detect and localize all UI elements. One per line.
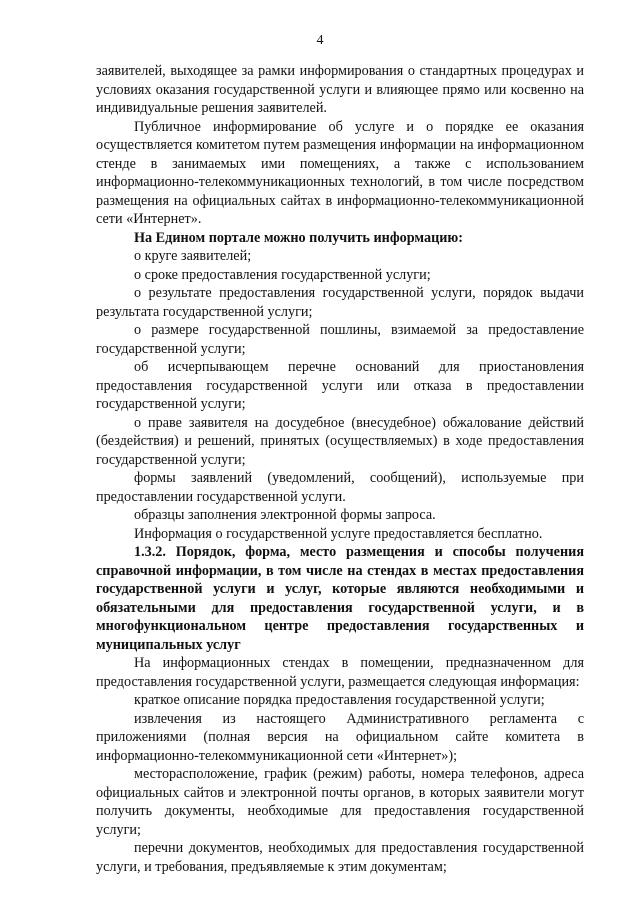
list-item: о размере государственной пошлины, взимаемой за предоставление государственной услуги; — [96, 322, 584, 357]
section-heading-1-3-2: 1.3.2. Порядок, форма, место размещения и способы получения справочной информации, в том числе на стендах в местах предоставления государственной услуги и услуг, которые являются необходимыми и обязательными для предоставления государственной услуги, и в многофункциональном центре предоставления государственных и муниципальных услуг — [96, 544, 584, 653]
list-item: образцы заполнения электронной формы запроса. — [134, 507, 436, 523]
document-body — [96, 62, 584, 876]
paragraph-stands: На информационных стендах в помещении, предназначенном для предоставления государственной услуги, размещается следующая информация: — [96, 655, 584, 690]
list-item: извлечения из настоящего Административного регламента с приложениями (полная версия на официальном сайте комитета в информационно-телекоммуникационной сети «Интернет»); — [96, 710, 584, 764]
list-item: о сроке предоставления государственной услуги; — [134, 266, 431, 283]
list-item: месторасположение, график (режим) работы, номера телефонов, адреса официальных сайтов и электронной почты органов, в которых заявители могут получить документы, необходимые для предоставления государственной услуги; — [96, 766, 584, 838]
list-item: об исчерпывающем перечне оснований для приостановления предоставления государственной услуги или отказа в предоставлении государственной услуги; — [96, 359, 584, 412]
paragraph-public-informing: Публичное информирование об услуге и о порядке ее оказания осуществляется комитетом путем размещения информации на информационном стенде в занимаемых ими помещениях, а также с использованием информационно-телекоммуникационных технологий, в том числе посредством размещения на официальных сайтах в информационно-телекоммуникационной сети «Интернет». — [96, 118, 584, 227]
paragraph-portal-heading: На Едином портале можно получить информацию: — [134, 229, 463, 246]
page-number: 4 — [316, 33, 324, 48]
list-item: краткое описание порядка предоставления государственной услуги; — [134, 692, 545, 708]
paragraph-continuation: заявителей, выходящее за рамки информирования о стандартных процедурах и условиях оказания государственной услуги и влияющее прямо или косвенно на индивидуальные решения заявителей. — [96, 63, 584, 116]
list-item: перечни документов, необходимых для предоставления государственной услуги, и требования, предъявляемые к этим документам; — [96, 840, 584, 875]
list-item: о круге заявителей; — [134, 248, 252, 264]
paragraph-free-info: Информация о государственной услуге предоставляется бесплатно. — [134, 525, 543, 542]
list-item: формы заявлений (уведомлений, сообщений), используемые при предоставлении государственной услуги. — [96, 470, 584, 505]
list-item: о праве заявителя на досудебное (внесудебное) обжалование действий (бездействия) и решений, принятых (осуществляемых) в ходе предоставления государственной услуги; — [96, 414, 584, 468]
list-item: о результате предоставления государственной услуги, порядок выдачи результата государственной услуги; — [96, 285, 584, 320]
